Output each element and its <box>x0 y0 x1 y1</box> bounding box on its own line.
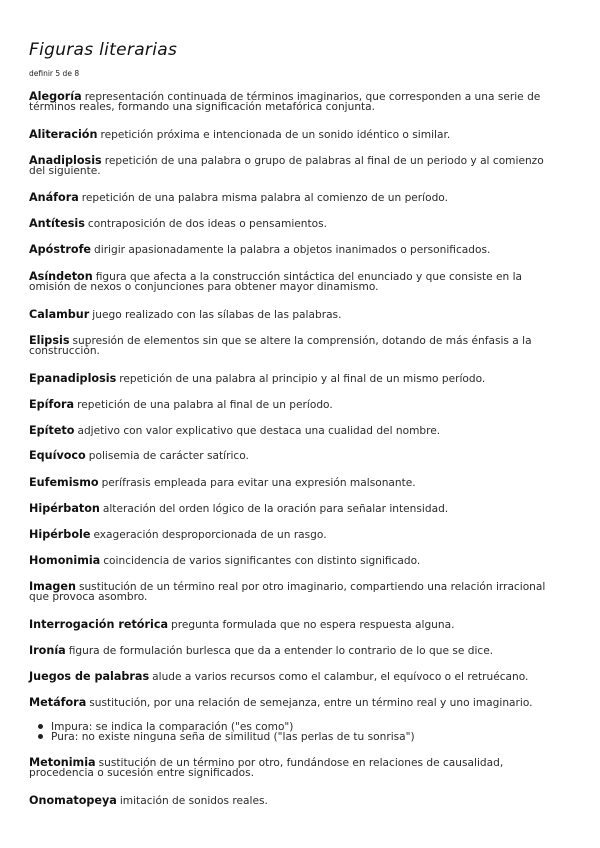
definition: alude a varios recursos como el calambur, el equívoco o el retruécano. <box>152 671 529 683</box>
list-item <box>29 451 559 461</box>
term: Asíndeton <box>29 270 93 283</box>
term: Onomatopeya <box>29 794 117 807</box>
term: Juegos de palabras <box>29 670 150 683</box>
definition: figura de formulación burlesca que da a entender lo contrario de lo que se dice. <box>68 645 494 657</box>
term: Metonimia <box>29 756 96 769</box>
bullet-icon <box>38 724 43 729</box>
list-item <box>29 620 559 630</box>
term: Epíteto <box>29 424 75 437</box>
definition: dirigir apasionadamente la palabra a objetos inanimados o personificados. <box>94 244 491 256</box>
term: Epanadiplosis <box>29 372 117 385</box>
list-item <box>29 156 559 176</box>
term: Antítesis <box>29 217 85 230</box>
definition: supresión de elementos sin que se altere la comprensión, dotando de más énfasis a la construcción. <box>29 335 532 357</box>
term: Aliteración <box>29 128 98 141</box>
list-item <box>38 732 538 742</box>
list-item <box>29 504 559 514</box>
list-item <box>29 796 559 806</box>
definition: sustitución de un término por otro, fundándose en relaciones de causalidad, procedencia o sucesión entre significados. <box>29 757 504 779</box>
definition: perífrasis empleada para evitar una expresión malsonante. <box>101 477 416 489</box>
definition: alteración del orden lógico de la oración para señalar intensidad. <box>102 503 449 515</box>
definition: adjetivo con valor explicativo que destaca una cualidad del nombre. <box>77 425 441 437</box>
term: Anáfora <box>29 191 79 204</box>
term: Eufemismo <box>29 476 99 489</box>
definition: exageración desproporcionada de un rasgo. <box>93 529 327 541</box>
list-item <box>29 530 559 540</box>
definition: sustitución, por una relación de semejanza, entre un término real y uno imaginario. <box>89 697 533 709</box>
definition: contraposición de dos ideas o pensamientos. <box>87 218 328 230</box>
definition: polisemia de carácter satírico. <box>88 450 249 462</box>
term: Equívoco <box>29 449 86 462</box>
list-item <box>29 400 559 410</box>
term: Epífora <box>29 398 75 411</box>
term: Hipérbaton <box>29 502 100 515</box>
definition: figura que afecta a la construcción sintáctica del enunciado y que consiste en la omisión de nexos o conjunciones para obtener mayor dinamismo. <box>29 271 523 293</box>
definition: imitación de sonidos reales. <box>119 795 268 807</box>
list-item <box>29 672 559 682</box>
term: Interrogación retórica <box>29 618 169 631</box>
list-item <box>29 582 559 602</box>
list-item <box>29 193 559 203</box>
list-item <box>29 426 559 436</box>
page-title: Figuras literarias <box>29 40 178 60</box>
definition: coincidencia de varios significantes con distinto significado. <box>103 555 421 567</box>
definition: repetición de una palabra al principio y al final de un mismo período. <box>119 373 486 385</box>
list-item <box>29 336 559 356</box>
definition: juego realizado con las sílabas de las palabras. <box>92 309 342 321</box>
list-item <box>29 272 559 292</box>
definition: repetición próxima e intencionada de un sonido idéntico o similar. <box>100 129 451 141</box>
term: Calambur <box>29 308 90 321</box>
term: Anadiplosis <box>29 154 102 167</box>
list-item <box>29 556 559 566</box>
term: Hipérbole <box>29 528 91 541</box>
term: Elipsis <box>29 334 70 347</box>
definition: repetición de una palabra o grupo de palabras al final de un periodo y al comienzo del siguiente. <box>29 155 544 177</box>
term: Imagen <box>29 580 76 593</box>
definition: representación continuada de términos imaginarios, que corresponden a una serie de términos reales, formando una significación metafórica conjunta. <box>29 91 541 113</box>
page-subtitle: definir 5 de 8 <box>29 69 80 78</box>
metafora-subtypes <box>38 722 538 742</box>
list-item <box>29 310 559 320</box>
list-item <box>29 646 559 656</box>
bullet-text: Pura: no existe ninguna seña de similitud ("las perlas de tu sonrisa") <box>51 731 415 743</box>
list-item <box>29 245 559 255</box>
definition: repetición de una palabra misma palabra al comienzo de un período. <box>81 192 448 204</box>
definition: sustitución de un término real por otro imaginario, compartiendo una relación irracional que provoca asombro. <box>29 581 546 603</box>
term: Homonimia <box>29 554 101 567</box>
list-item <box>29 219 559 229</box>
list-item <box>29 478 559 488</box>
term: Metáfora <box>29 696 87 709</box>
bullet-text: Impura: se indica la comparación ("es como") <box>51 721 294 733</box>
term: Alegoría <box>29 90 82 103</box>
list-item <box>29 92 559 112</box>
term: Ironía <box>29 644 66 657</box>
definition: pregunta formulada que no espera respuesta alguna. <box>171 619 455 631</box>
list-item <box>29 374 559 384</box>
list-item <box>29 758 559 778</box>
list-item <box>29 698 559 708</box>
bullet-icon <box>38 734 43 739</box>
definition: repetición de una palabra al final de un período. <box>77 399 333 411</box>
list-item <box>29 130 559 140</box>
term: Apóstrofe <box>29 243 92 256</box>
